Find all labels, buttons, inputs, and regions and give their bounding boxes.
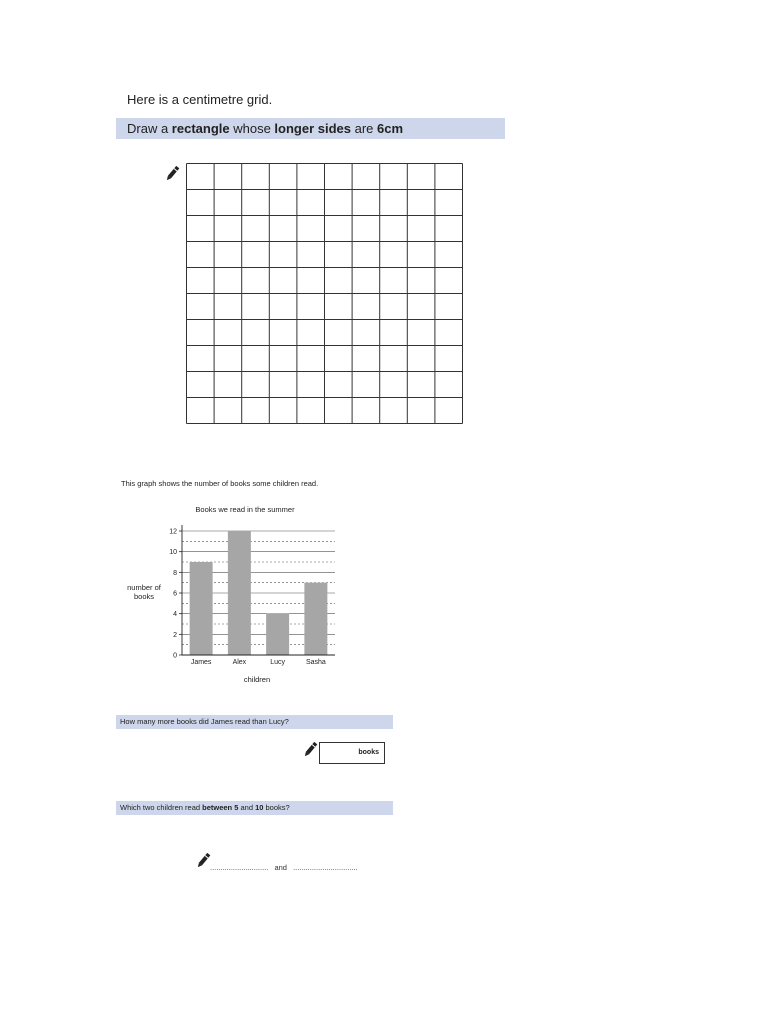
y-tick-label: 4	[173, 611, 177, 619]
y-tick-label: 12	[169, 528, 177, 536]
chart-ylabel-line-1: number of	[127, 583, 161, 592]
pencil-icon	[301, 741, 319, 759]
instruction-part: Draw a	[127, 121, 172, 136]
question-banner-between	[116, 801, 393, 815]
instruction-bold-rectangle: rectangle	[171, 121, 230, 136]
question-part: books?	[263, 803, 290, 812]
answer-box-books[interactable]	[319, 742, 385, 764]
question-bold-10: 10	[255, 803, 264, 812]
graph-intro-text: This graph shows the number of books some children read.	[121, 479, 319, 488]
question-part: and	[238, 803, 256, 812]
answer-blank-second-child[interactable]: ...............................	[293, 863, 358, 872]
bar-james	[190, 562, 213, 655]
x-tick-label: James	[190, 659, 212, 666]
answer-blank-first-child[interactable]: ............................	[210, 863, 269, 872]
question-banner-difference	[116, 715, 393, 729]
question-bold-between-5: between 5	[202, 803, 239, 812]
y-tick-label: 2	[173, 631, 177, 639]
question-text-between	[120, 803, 290, 812]
x-tick-label: Sasha	[305, 659, 326, 666]
instruction-bold-longer-sides: longer sides	[274, 121, 351, 136]
question-text-difference: How many more books did James read than Lucy?	[120, 717, 289, 726]
chart-title: Books we read in the summer	[195, 505, 295, 514]
bar-chart	[110, 500, 350, 690]
chart-ylabel-line-2: books	[133, 592, 155, 601]
bar-alex	[228, 531, 251, 655]
centimetre-grid[interactable]	[186, 163, 463, 424]
answer-and-text: and	[274, 863, 287, 872]
answer-line-two-children	[210, 863, 358, 872]
instruction-bold-length: 6cm	[377, 121, 404, 136]
x-tick-label: Alex	[232, 659, 247, 666]
grid-intro-text: Here is a centimetre grid.	[127, 92, 273, 107]
instruction-part: whose	[229, 121, 275, 136]
bar-lucy	[266, 614, 289, 655]
pencil-icon	[163, 165, 181, 183]
instruction-text	[127, 121, 403, 136]
question-part: Which two children read	[120, 803, 203, 812]
y-tick-label: 6	[173, 590, 177, 598]
chart-xlabel: children	[243, 675, 271, 684]
x-tick-label: Lucy	[270, 659, 286, 666]
answer-unit-label: books	[358, 749, 379, 756]
instruction-banner	[116, 118, 505, 139]
y-tick-label: 8	[173, 569, 177, 577]
bar-sasha	[304, 583, 327, 655]
y-tick-label: 0	[173, 652, 177, 660]
y-tick-label: 10	[169, 549, 177, 557]
instruction-part: are	[351, 121, 378, 136]
